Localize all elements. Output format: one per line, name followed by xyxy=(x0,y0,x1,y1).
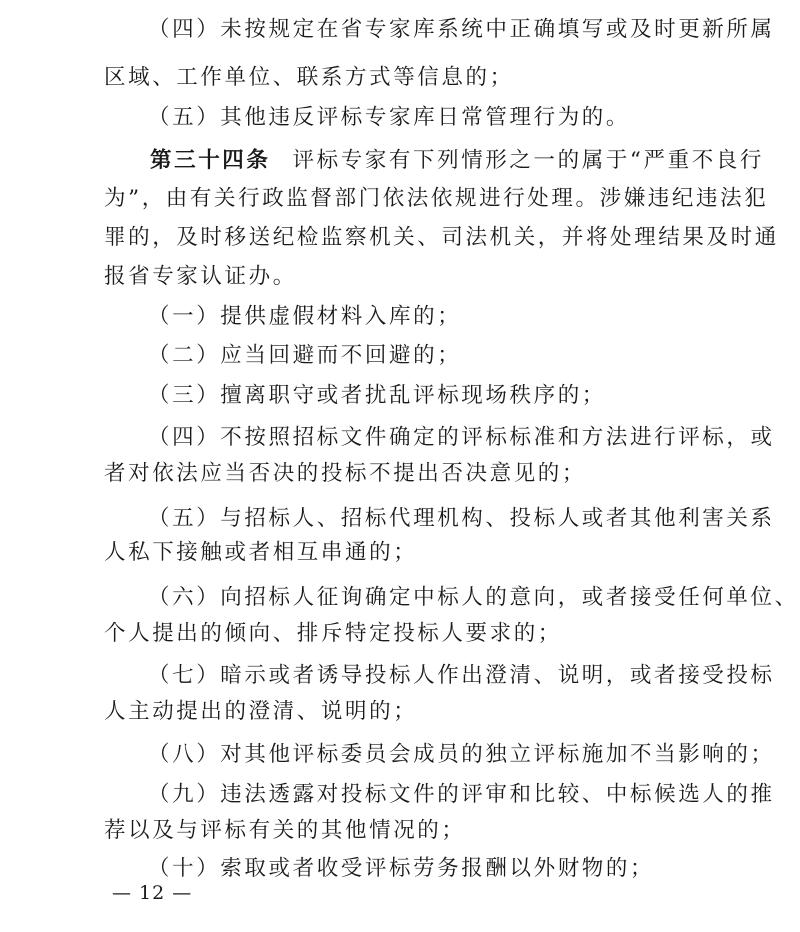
article-34-line-3: 罪的，及时移送纪检监察机关、司法机关，并将处理结果及时通 xyxy=(104,225,779,250)
item-5-line-1: （五）与招标人、招标代理机构、投标人或者其他利害关系 xyxy=(148,506,775,531)
item-10-line-1: （十）索取或者收受评标劳务报酬以外财物的； xyxy=(148,856,655,881)
article-heading: 第三十四条 xyxy=(150,148,271,173)
item-7-line-2: 人主动提出的澄清、说明的； xyxy=(104,699,418,724)
article-34-line-1 xyxy=(150,146,764,176)
article-34-line-4: 报省专家认证办。 xyxy=(104,264,297,289)
item-6-line-1: （六）向招标人征询确定中标人的意向，或者接受任何单位、 xyxy=(148,585,799,610)
article-34-text: 评标专家有下列情形之一的属于“严重不良行 xyxy=(292,148,765,173)
item-2-line-1: （二）应当回避而不回避的； xyxy=(148,343,462,368)
item-4-line-2: 者对依法应当否决的投标不提出否决意见的； xyxy=(104,461,587,486)
item-9-line-2: 荐以及与评标有关的其他情况的； xyxy=(104,818,466,843)
clause-5-line-1: （五）其他违反评标专家库日常管理行为的。 xyxy=(148,105,631,130)
item-5-line-2: 人私下接触或者相互串通的； xyxy=(104,540,418,565)
item-1-line-1: （一）提供虚假材料入库的； xyxy=(148,304,462,329)
page-number: — 12 — xyxy=(112,882,193,904)
item-8-line-1: （八）对其他评标委员会成员的独立评标施加不当影响的； xyxy=(148,742,775,767)
clause-4-line-2: 区域、工作单位、联系方式等信息的； xyxy=(104,65,514,90)
item-3-line-1: （三）擅离职守或者扰乱评标现场秩序的； xyxy=(148,383,606,408)
item-7-line-1: （七）暗示或者诱导投标人作出澄清、说明，或者接受投标 xyxy=(148,663,775,688)
item-9-line-1: （九）违法透露对投标文件的评审和比较、中标候选人的推 xyxy=(148,782,775,807)
item-6-line-2: 个人提出的倾向、排斥特定投标人要求的； xyxy=(104,621,562,646)
item-4-line-1: （四）不按照招标文件确定的评标标准和方法进行评标，或 xyxy=(148,425,775,450)
article-34-line-2: 为”，由有关行政监督部门依法依规进行处理。涉嫌违纪违法犯 xyxy=(104,186,769,211)
clause-4-line-1: （四）未按规定在省专家库系统中正确填写或及时更新所属 xyxy=(148,17,775,42)
